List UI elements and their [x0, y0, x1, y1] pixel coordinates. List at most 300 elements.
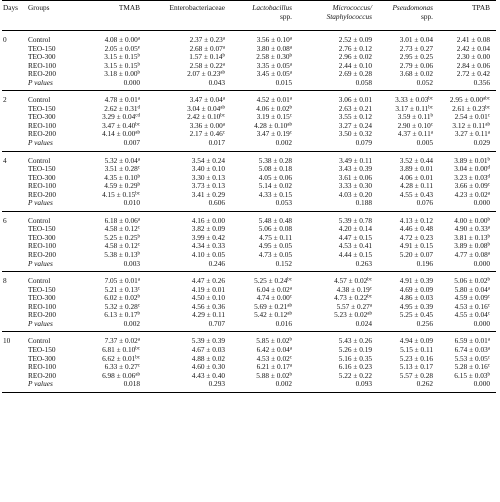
- significance-letter: a: [289, 44, 292, 50]
- p-value-cell: 0.076: [378, 199, 439, 211]
- mean-sd-value: 3.68 ± 0.02: [399, 69, 433, 79]
- day-cell: [2, 355, 28, 364]
- mean-sd-value: 6.15 ± 0.03: [454, 370, 488, 380]
- day-cell: [2, 363, 28, 372]
- p-value-cell: 0.053: [231, 199, 298, 211]
- mean-sd-value: 5.85 ± 0.02: [256, 336, 290, 346]
- p-value-cell: 0.196: [378, 260, 439, 272]
- group-cell: REO-200: [28, 129, 56, 139]
- significance-letter: a: [487, 130, 490, 136]
- significance-letter: c: [289, 113, 292, 119]
- day-cell: [2, 303, 28, 312]
- group-cell: TEO-150: [28, 284, 56, 294]
- header-groups: Groups: [28, 1, 86, 31]
- p-value-cell: 0.262: [378, 380, 439, 392]
- p-value-cell: 0.246: [146, 260, 231, 272]
- value-cell: [146, 91, 231, 105]
- mean-sd-value: 3.81 ± 0.13: [454, 232, 488, 242]
- day-cell: [2, 45, 28, 54]
- mean-sd-value: 5.06 ± 0.08: [258, 224, 292, 234]
- value-cell: [231, 211, 298, 225]
- mean-sd-value: 4.91 ± 0.15: [399, 241, 433, 251]
- significance-letter: a: [137, 217, 140, 223]
- p-value-cell: 0.256: [378, 320, 439, 332]
- mean-sd-value: 5.06 ± 0.02: [454, 276, 488, 286]
- mean-sd-value: 2.96 ± 0.02: [338, 52, 372, 62]
- mean-sd-value: 4.53 ± 0.41: [338, 241, 372, 251]
- significance-letter: a: [289, 61, 292, 67]
- mean-sd-value: 4.77 ± 0.08: [454, 250, 488, 260]
- mean-sd-value: 4.44 ± 0.15: [338, 250, 372, 260]
- significance-letter: b: [137, 182, 140, 188]
- mean-sd-value: 5.39 ± 0.39: [191, 336, 225, 346]
- p-value-cell: 0.010: [86, 199, 146, 211]
- mean-sd-value: 2.05 ± 0.05: [104, 43, 138, 53]
- mean-sd-value: 4.28 ± 0.10: [254, 120, 288, 130]
- mean-sd-value: 6.59 ± 0.01: [454, 336, 488, 346]
- mean-sd-value: 6.18 ± 0.06: [104, 215, 138, 225]
- group-cell: REO-200: [28, 69, 56, 79]
- mean-sd-value: 3.45 ± 0.05: [256, 69, 290, 79]
- significance-letter: c: [487, 354, 490, 360]
- mean-sd-value: 4.69 ± 0.09: [399, 284, 433, 294]
- mean-sd-value: 5.22 ± 0.22: [338, 370, 372, 380]
- header-pseudomonas: Pseudomonas spp.: [378, 1, 439, 31]
- day-cell: [2, 372, 28, 381]
- mean-sd-value: 5.32 ± 0.04: [104, 155, 138, 165]
- mean-sd-value: 4.88 ± 0.02: [191, 353, 225, 363]
- p-value-cell: 0.018: [86, 380, 146, 392]
- mean-sd-value: 4.75 ± 0.11: [259, 232, 292, 242]
- microbial-counts-table: [2, 0, 496, 393]
- significance-letter: c: [289, 130, 292, 136]
- value-cell: [231, 151, 298, 165]
- day-cell: [2, 225, 28, 234]
- mean-sd-value: 3.89 ± 0.01: [454, 155, 488, 165]
- p-value-cell: 0.000: [439, 260, 496, 272]
- mean-sd-value: 2.72 ± 0.42: [456, 69, 490, 79]
- header-row: [2, 1, 496, 31]
- value-cell: [86, 91, 146, 105]
- mean-sd-value: 4.20 ± 0.14: [338, 224, 372, 234]
- significance-letter: a: [289, 346, 292, 352]
- mean-sd-value: 2.68 ± 0.07: [189, 43, 223, 53]
- p-value-cell: 0.002: [231, 380, 298, 392]
- mean-sd-value: 2.79 ± 0.06: [399, 60, 433, 70]
- group-cell: REO-200: [28, 250, 56, 260]
- p-value-cell: 0.005: [378, 139, 439, 151]
- mean-sd-value: 5.57 ± 0.27: [336, 301, 370, 311]
- day-cell: 8: [3, 276, 7, 286]
- mean-sd-value: 4.67 ± 0.03: [191, 344, 225, 354]
- significance-letter: b: [487, 234, 490, 240]
- mean-sd-value: 2.95 ± 0.00: [449, 95, 484, 105]
- table-row: [2, 151, 496, 165]
- significance-letter: ab: [220, 105, 225, 111]
- value-cell: [439, 91, 496, 105]
- empty-cell: [2, 380, 28, 392]
- mean-sd-value: 5.53 ± 0.05: [454, 353, 488, 363]
- mean-sd-value: 2.30 ± 0.00: [456, 52, 490, 62]
- group-cell: TEO-300: [28, 172, 56, 182]
- value-cell: [298, 332, 378, 346]
- header-days: Days: [2, 1, 28, 31]
- p-value-cell: 0.188: [298, 199, 378, 211]
- mean-sd-value: 4.60 ± 0.30: [191, 362, 225, 372]
- significance-letter: c: [487, 182, 490, 188]
- table-row: [2, 332, 496, 346]
- table-body: [2, 31, 496, 393]
- mean-sd-value: 4.95 ± 0.39: [399, 301, 433, 311]
- mean-sd-value: 6.98 ± 0.06: [102, 370, 136, 380]
- significance-letter: bc: [135, 122, 140, 128]
- group-cell: Control: [28, 35, 51, 44]
- mean-sd-value: 6.04 ± 0.02: [256, 284, 290, 294]
- mean-sd-value: 4.14 ± 0.00: [102, 129, 136, 139]
- value-cell: [439, 272, 496, 286]
- mean-sd-value: 2.07 ± 0.23: [187, 69, 221, 79]
- day-cell: [2, 294, 28, 303]
- mean-sd-value: 3.04 ± 0.00: [454, 164, 488, 174]
- mean-sd-value: 4.08 ± 0.00: [104, 35, 138, 44]
- mean-sd-value: 5.21 ± 0.13: [104, 284, 138, 294]
- p-value-cell: 0.000: [439, 380, 496, 392]
- p-value-cell: 0.015: [231, 79, 298, 91]
- empty-cell: [2, 199, 28, 211]
- day-cell: 10: [3, 336, 11, 346]
- mean-sd-value: 4.57 ± 0.02: [334, 276, 368, 286]
- p-value-cell: 0.093: [298, 380, 378, 392]
- mean-sd-value: 3.12 ± 0.11: [452, 120, 486, 130]
- mean-sd-value: 3.80 ± 0.08: [256, 43, 290, 53]
- value-cell: [378, 332, 439, 346]
- p-value-cell: 0.079: [298, 139, 378, 151]
- significance-letter: b: [430, 113, 433, 119]
- mean-sd-value: 4.94 ± 0.09: [399, 336, 433, 346]
- p-value-cell: 0.293: [146, 380, 231, 392]
- significance-letter: b: [137, 61, 140, 67]
- day-cell: [2, 346, 28, 355]
- significance-letter: c: [369, 285, 372, 291]
- mean-sd-value: 4.73 ± 0.05: [258, 250, 292, 260]
- significance-letter: b: [137, 234, 140, 240]
- day-cell: [2, 182, 28, 191]
- value-cell: [378, 91, 439, 105]
- mean-sd-value: 2.17 ± 0.46: [189, 129, 223, 139]
- mean-sd-value: 2.37 ± 0.23: [189, 35, 223, 44]
- value-cell: [231, 91, 298, 105]
- mean-sd-value: 2.73 ± 0.27: [399, 43, 433, 53]
- significance-letter: b: [289, 105, 292, 111]
- day-cell: [2, 242, 28, 251]
- mean-sd-value: 3.40 ± 0.10: [191, 164, 225, 174]
- significance-letter: ab: [287, 122, 292, 128]
- significance-letter: a: [137, 156, 140, 162]
- mean-sd-value: 2.76 ± 0.12: [338, 43, 372, 53]
- group-cell: Control: [28, 276, 51, 286]
- mean-sd-value: 3.04 ± 0.04: [187, 103, 221, 113]
- value-cell: [231, 332, 298, 346]
- mean-sd-value: 4.13 ± 0.12: [399, 215, 433, 225]
- significance-letter: a: [487, 191, 490, 197]
- significance-letter: c: [487, 303, 490, 309]
- p-value-cell: 0.024: [298, 320, 378, 332]
- group-cell: TEO-150: [28, 43, 56, 53]
- p-values-label: P values: [28, 380, 86, 392]
- mean-sd-value: 5.25 ± 0.25: [104, 232, 138, 242]
- mean-sd-value: 6.74 ± 0.03: [454, 344, 488, 354]
- group-cell: REO-100: [28, 60, 56, 70]
- p-value-cell: 0.263: [298, 260, 378, 272]
- mean-sd-value: 5.57 ± 0.28: [399, 370, 433, 380]
- significance-letter: b: [487, 156, 490, 162]
- mean-sd-value: 4.43 ± 0.40: [191, 370, 225, 380]
- significance-letter: bc: [367, 294, 372, 300]
- value-cell: [378, 272, 439, 286]
- mean-sd-value: 3.27 ± 0.11: [454, 129, 488, 139]
- mean-sd-value: 4.34 ± 0.33: [191, 241, 225, 251]
- significance-letter: a: [289, 36, 292, 42]
- significance-letter: b: [137, 173, 140, 179]
- group-cell: Control: [28, 155, 51, 165]
- significance-letter: ab: [220, 70, 225, 76]
- group-cell: REO-200: [28, 310, 56, 320]
- mean-sd-value: 3.61 ± 0.06: [338, 172, 372, 182]
- mean-sd-value: 3.89 ± 0.08: [454, 241, 488, 251]
- significance-letter: a: [369, 303, 372, 309]
- mean-sd-value: 4.38 ± 0.19: [336, 284, 370, 294]
- p-values-label: P values: [28, 139, 86, 151]
- table-row: [2, 31, 496, 45]
- mean-sd-value: 4.56 ± 0.36: [191, 301, 225, 311]
- mean-sd-value: 3.41 ± 0.29: [191, 189, 225, 199]
- day-cell: [2, 70, 28, 79]
- mean-sd-value: 4.73 ± 0.22: [334, 293, 368, 303]
- mean-sd-value: 4.06 ± 0.02: [256, 103, 290, 113]
- mean-sd-value: 3.30 ± 0.13: [191, 172, 225, 182]
- significance-letter: a: [222, 61, 225, 67]
- mean-sd-value: 5.38 ± 0.13: [104, 250, 138, 260]
- mean-sd-value: 5.39 ± 0.78: [338, 215, 372, 225]
- value-cell: [146, 31, 231, 45]
- p-values-row: [2, 320, 496, 332]
- significance-letter: a: [222, 44, 225, 50]
- mean-sd-value: 2.84 ± 0.06: [456, 60, 490, 70]
- mean-sd-value: 3.15 ± 0.15: [104, 52, 138, 62]
- group-cell: TEO-300: [28, 52, 56, 62]
- group-cell: TEO-150: [28, 224, 56, 234]
- mean-sd-value: 4.86 ± 0.03: [399, 293, 433, 303]
- group-cell: TEO-150: [28, 344, 56, 354]
- mean-sd-value: 1.57 ± 0.14: [189, 52, 223, 62]
- mean-sd-value: 4.23 ± 0.02: [454, 189, 488, 199]
- mean-sd-value: 4.58 ± 0.12: [104, 224, 138, 234]
- mean-sd-value: 3.19 ± 0.15: [256, 112, 290, 122]
- mean-sd-value: 5.26 ± 0.19: [338, 344, 372, 354]
- data-table-page: [2, 0, 496, 393]
- p-value-cell: 0.007: [86, 139, 146, 151]
- significance-letter: b: [487, 371, 490, 377]
- header-tmab: TMAB: [86, 1, 146, 31]
- p-values-row: [2, 199, 496, 211]
- significance-letter: bc: [135, 346, 140, 352]
- significance-letter: c: [137, 303, 140, 309]
- p-values-row: [2, 260, 496, 272]
- significance-letter: d: [487, 165, 490, 171]
- p-value-cell: 0.058: [298, 79, 378, 91]
- mean-sd-value: 4.58 ± 0.12: [104, 241, 138, 251]
- group-cell: Control: [28, 95, 51, 105]
- significance-letter: b: [487, 277, 490, 283]
- mean-sd-value: 3.27 ± 0.24: [338, 120, 372, 130]
- group-cell: REO-100: [28, 301, 56, 311]
- value-cell: [86, 272, 146, 286]
- group-cell: Control: [28, 215, 51, 225]
- mean-sd-value: 6.16 ± 0.23: [338, 362, 372, 372]
- mean-sd-value: 4.03 ± 0.20: [338, 189, 372, 199]
- day-cell: [2, 251, 28, 260]
- mean-sd-value: 6.81 ± 0.10: [102, 344, 136, 354]
- value-cell: [298, 151, 378, 165]
- mean-sd-value: 3.54 ± 0.24: [191, 155, 225, 165]
- mean-sd-value: 2.69 ± 0.28: [338, 69, 372, 79]
- significance-letter: a: [137, 96, 140, 102]
- p-values-label: P values: [28, 260, 86, 272]
- day-cell: 4: [3, 155, 7, 165]
- significance-letter: a: [430, 130, 433, 136]
- day-cell: [2, 113, 28, 122]
- mean-sd-value: 2.90 ± 0.10: [397, 120, 431, 130]
- mean-sd-value: 4.90 ± 0.33: [454, 224, 488, 234]
- table-row: [2, 272, 496, 286]
- mean-sd-value: 2.58 ± 0.30: [256, 52, 290, 62]
- significance-letter: c: [289, 354, 292, 360]
- mean-sd-value: 3.33 ± 0.03: [395, 95, 429, 105]
- day-cell: [2, 191, 28, 200]
- mean-sd-value: 5.23 ± 0.16: [399, 353, 433, 363]
- mean-sd-value: 3.35 ± 0.05: [256, 60, 290, 70]
- significance-letter: c: [289, 294, 292, 300]
- significance-letter: abc: [483, 96, 490, 102]
- mean-sd-value: 4.55 ± 0.43: [399, 189, 433, 199]
- mean-sd-value: 3.59 ± 0.11: [397, 112, 431, 122]
- mean-sd-value: 3.01 ± 0.04: [399, 35, 433, 44]
- group-cell: REO-200: [28, 189, 56, 199]
- mean-sd-value: 3.73 ± 0.13: [191, 181, 225, 191]
- significance-letter: c: [487, 363, 490, 369]
- group-cell: REO-100: [28, 241, 56, 251]
- value-cell: [86, 211, 146, 225]
- mean-sd-value: 2.58 ± 0.22: [189, 60, 223, 70]
- mean-sd-value: 2.54 ± 0.01: [454, 112, 488, 122]
- value-cell: [298, 91, 378, 105]
- value-cell: [86, 332, 146, 346]
- value-cell: [86, 31, 146, 45]
- mean-sd-value: 4.72 ± 0.23: [399, 232, 433, 242]
- value-cell: [146, 151, 231, 165]
- significance-letter: a: [222, 36, 225, 42]
- day-cell: [2, 105, 28, 114]
- significance-letter: c: [430, 122, 433, 128]
- significance-letter: ab: [287, 311, 292, 317]
- mean-sd-value: 3.47 ± 0.19: [256, 129, 290, 139]
- significance-letter: ab: [367, 311, 372, 317]
- significance-letter: bc: [428, 105, 433, 111]
- value-cell: [298, 31, 378, 45]
- p-values-label: P values: [28, 320, 86, 332]
- empty-cell: [2, 260, 28, 272]
- day-cell: [2, 286, 28, 295]
- significance-letter: b: [289, 337, 292, 343]
- mean-sd-value: 4.59 ± 0.09: [454, 293, 488, 303]
- value-cell: [298, 272, 378, 286]
- mean-sd-value: 2.44 ± 0.10: [338, 60, 372, 70]
- significance-letter: a: [487, 337, 490, 343]
- value-cell: [439, 211, 496, 225]
- mean-sd-value: 4.33 ± 0.15: [258, 189, 292, 199]
- mean-sd-value: 5.80 ± 0.04: [454, 284, 488, 294]
- significance-letter: c: [137, 165, 140, 171]
- significance-letter: a: [487, 251, 490, 257]
- mean-sd-value: 2.62 ± 0.31: [104, 103, 138, 113]
- value-cell: [439, 332, 496, 346]
- day-cell: [2, 53, 28, 62]
- mean-sd-value: 7.05 ± 0.01: [104, 276, 138, 286]
- p-values-label: P values: [28, 79, 86, 91]
- mean-sd-value: 4.06 ± 0.01: [399, 172, 433, 182]
- mean-sd-value: 3.66 ± 0.09: [454, 181, 488, 191]
- significance-letter: c: [137, 225, 140, 231]
- mean-sd-value: 4.74 ± 0.00: [256, 293, 290, 303]
- mean-sd-value: 3.33 ± 0.30: [338, 181, 372, 191]
- mean-sd-value: 5.28 ± 0.16: [454, 362, 488, 372]
- mean-sd-value: 5.16 ± 0.35: [338, 353, 372, 363]
- mean-sd-value: 5.15 ± 0.11: [400, 344, 433, 354]
- significance-letter: b: [487, 217, 490, 223]
- significance-letter: ab: [135, 371, 140, 377]
- mean-sd-value: 4.37 ± 0.11: [397, 129, 431, 139]
- mean-sd-value: 5.14 ± 0.02: [258, 181, 292, 191]
- mean-sd-value: 3.89 ± 0.01: [399, 164, 433, 174]
- mean-sd-value: 5.32 ± 0.28: [104, 301, 138, 311]
- mean-sd-value: 3.17 ± 0.11: [395, 103, 429, 113]
- day-cell: 0: [3, 35, 7, 44]
- p-value-cell: 0.606: [146, 199, 231, 211]
- significance-letter: a: [289, 70, 292, 76]
- mean-sd-value: 2.63 ± 0.21: [338, 103, 372, 113]
- day-cell: [2, 62, 28, 71]
- empty-cell: [2, 320, 28, 332]
- value-cell: [231, 272, 298, 286]
- mean-sd-value: 4.53 ± 0.02: [256, 353, 290, 363]
- mean-sd-value: 4.47 ± 0.15: [338, 232, 372, 242]
- significance-letter: d: [137, 105, 140, 111]
- significance-letter: c: [137, 242, 140, 248]
- significance-letter: b: [137, 311, 140, 317]
- day-cell: [2, 130, 28, 139]
- mean-sd-value: 3.47 ± 0.40: [102, 120, 136, 130]
- p-value-cell: 0.043: [146, 79, 231, 91]
- mean-sd-value: 4.47 ± 0.26: [191, 276, 225, 286]
- mean-sd-value: 2.42 ± 0.10: [187, 112, 221, 122]
- p-value-cell: 0.017: [146, 139, 231, 151]
- mean-sd-value: 3.18 ± 0.00: [104, 69, 138, 79]
- significance-letter: ab: [135, 130, 140, 136]
- p-values-row: [2, 380, 496, 392]
- significance-letter: c: [487, 294, 490, 300]
- mean-sd-value: 3.49 ± 0.11: [339, 155, 372, 165]
- mean-sd-value: 5.08 ± 0.18: [258, 164, 292, 174]
